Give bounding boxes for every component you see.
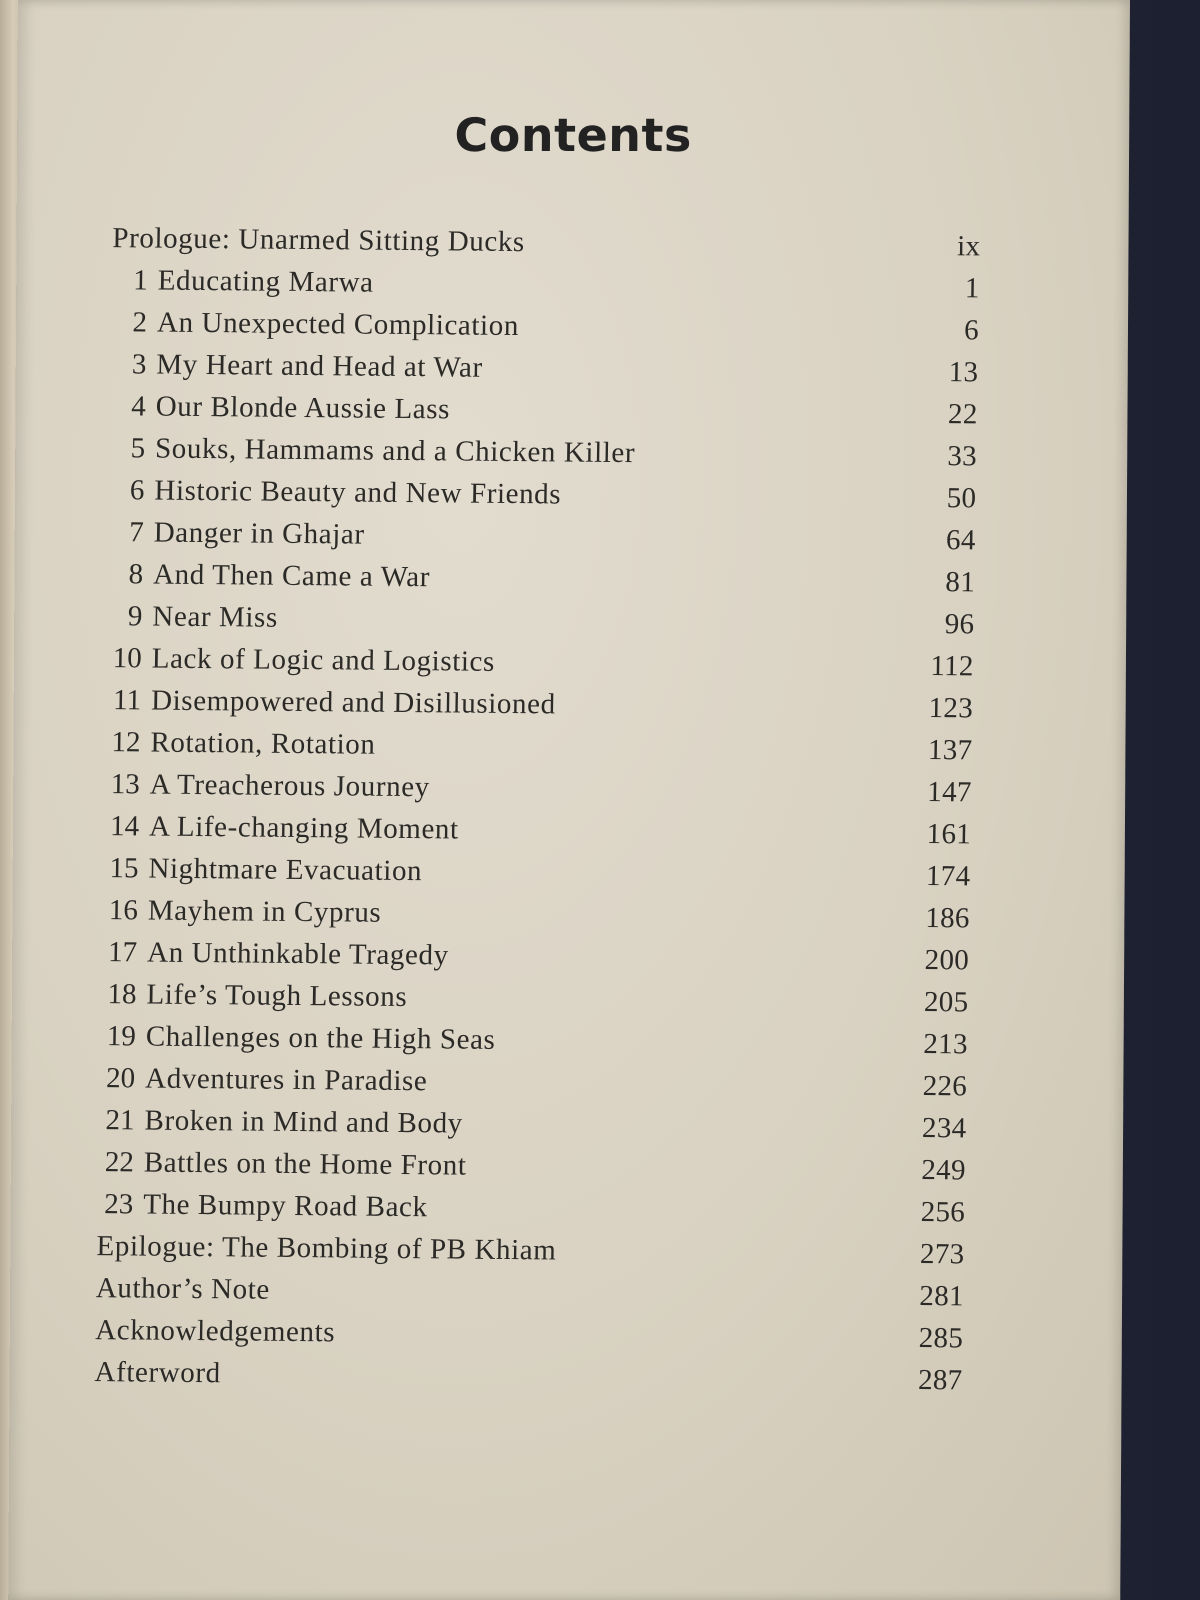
chapter-title: An Unexpected Complication xyxy=(156,306,520,343)
chapter-number: 14 xyxy=(109,810,140,843)
page-title: Contents xyxy=(454,108,693,162)
chapter-number: 13 xyxy=(110,768,141,801)
page-number: 213 xyxy=(923,1027,969,1061)
chapter-number: 17 xyxy=(107,936,138,969)
chapter-title: Historic Beauty and New Friends xyxy=(154,474,562,511)
chapter-number: 10 xyxy=(112,642,143,675)
chapter-title: An Unthinkable Tragedy xyxy=(146,936,449,972)
chapter-number: 20 xyxy=(105,1062,136,1095)
chapter-number: 7 xyxy=(129,516,145,549)
page-number: 287 xyxy=(917,1363,963,1397)
chapter-number: 5 xyxy=(130,432,146,465)
chapter-title: Epilogue: The Bombing of PB Khiam xyxy=(96,1230,557,1267)
page-number: 147 xyxy=(927,775,972,809)
page-number: 22 xyxy=(947,398,978,431)
chapter-number: 4 xyxy=(130,390,146,423)
chapter-title: Lack of Logic and Logistics xyxy=(151,642,496,678)
chapter-title: Disempowered and Disillusioned xyxy=(150,684,556,721)
page-number: 1 xyxy=(964,272,980,305)
page-number: 137 xyxy=(927,733,973,767)
page-number: 123 xyxy=(928,691,974,725)
page-number: 81 xyxy=(945,566,976,599)
chapter-title: Prologue: Unarmed Sitting Ducks xyxy=(112,222,526,259)
chapter-title: A Treacherous Journey xyxy=(149,768,431,804)
chapter-title: A Life-changing Moment xyxy=(148,810,459,846)
chapter-number: 23 xyxy=(103,1188,134,1221)
chapter-number: 8 xyxy=(128,558,144,591)
chapter-number: 9 xyxy=(127,600,143,633)
chapter-number: 2 xyxy=(132,306,148,339)
chapter-title: Danger in Ghajar xyxy=(153,516,365,551)
chapter-title: The Bumpy Road Back xyxy=(142,1188,428,1224)
chapter-title: Battles on the Home Front xyxy=(143,1146,467,1182)
chapter-title: Near Miss xyxy=(152,600,279,634)
page-number: 161 xyxy=(926,817,972,851)
chapter-number: 6 xyxy=(129,474,145,507)
page-number: 33 xyxy=(947,440,978,473)
page-number: ix xyxy=(956,230,981,263)
chapter-title: Mayhem in Cyprus xyxy=(147,894,382,929)
chapter-title: Adventures in Paradise xyxy=(144,1062,428,1098)
chapter-title: Our Blonde Aussie Lass xyxy=(155,390,451,426)
page-number: 200 xyxy=(924,943,970,977)
page-number: 281 xyxy=(919,1279,965,1313)
chapter-number: 11 xyxy=(112,684,142,717)
chapter-number: 19 xyxy=(106,1020,137,1053)
page-number: 13 xyxy=(948,356,979,389)
chapter-number: 21 xyxy=(105,1104,135,1137)
page-number: 64 xyxy=(945,524,976,557)
chapter-number: 18 xyxy=(107,978,137,1011)
chapter-number: 16 xyxy=(108,894,139,927)
chapter-number: 1 xyxy=(132,264,148,297)
chapter-number: 12 xyxy=(111,726,141,759)
page-number: 50 xyxy=(946,482,977,515)
page-number: 234 xyxy=(921,1111,967,1145)
toc-entry xyxy=(82,1356,983,1407)
chapter-title: Life’s Tough Lessons xyxy=(146,978,408,1014)
chapter-title: Author’s Note xyxy=(95,1272,271,1306)
chapter-title: My Heart and Head at War xyxy=(156,348,484,384)
chapter-title: Educating Marwa xyxy=(157,264,374,299)
chapter-number: 3 xyxy=(131,348,147,381)
page-number: 205 xyxy=(923,985,969,1019)
page-number: 186 xyxy=(925,901,970,935)
chapter-number: 22 xyxy=(104,1146,135,1179)
table-of-contents xyxy=(82,222,1000,1407)
page-number: 226 xyxy=(922,1069,968,1103)
chapter-title: Rotation, Rotation xyxy=(150,726,376,761)
chapter-title: Nightmare Evacuation xyxy=(148,852,423,888)
chapter-title: And Then Came a War xyxy=(152,558,431,594)
chapter-title: Afterword xyxy=(94,1356,222,1390)
page-number: 273 xyxy=(919,1237,965,1271)
page-number: 285 xyxy=(918,1321,964,1355)
page-number: 112 xyxy=(930,650,974,683)
book-page xyxy=(8,0,1130,1600)
chapter-title: Acknowledgements xyxy=(94,1314,336,1349)
chapter-title: Souks, Hammams and a Chicken Killer xyxy=(154,432,636,470)
page-number: 6 xyxy=(963,314,980,347)
page-number: 96 xyxy=(944,608,975,641)
chapter-title: Challenges on the High Seas xyxy=(145,1020,496,1056)
page-number: 249 xyxy=(921,1153,967,1187)
chapter-title: Broken in Mind and Body xyxy=(144,1104,464,1140)
chapter-number: 15 xyxy=(109,852,139,885)
page-number: 174 xyxy=(925,859,971,893)
page-number: 256 xyxy=(920,1195,966,1229)
